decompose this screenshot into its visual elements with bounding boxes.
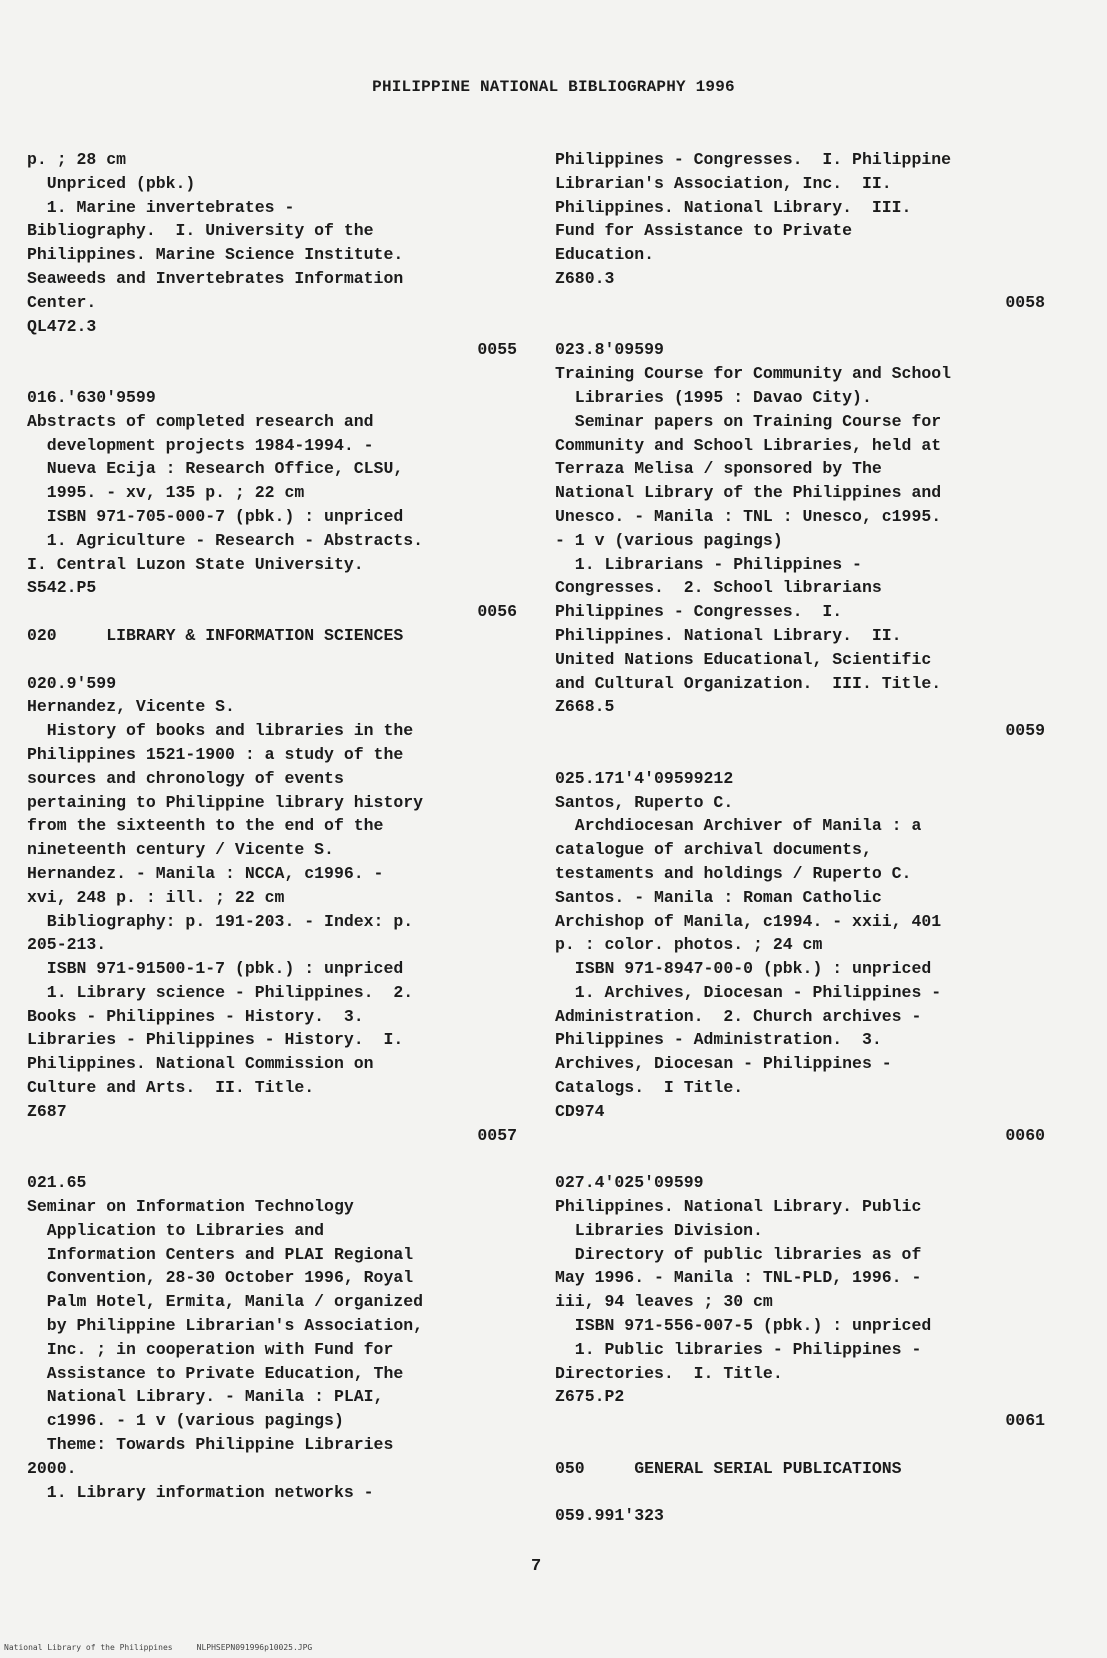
entry-line: Culture and Arts. II. Title. bbox=[27, 1078, 315, 1098]
entry-line: Philippines. National Commission on bbox=[27, 1054, 374, 1074]
entry-line: 1. Agriculture - Research - Abstracts. bbox=[27, 530, 424, 550]
entry-line: Archdiocesan Archiver of Manila : a bbox=[555, 816, 922, 836]
entry-line: by Philippine Librarian's Association, bbox=[27, 1316, 424, 1336]
entry-line: Administration. 2. Church archives - bbox=[555, 1006, 922, 1026]
entry-line: Application to Libraries and bbox=[27, 1220, 325, 1240]
entry-line: ISBN 971-556-007-5 (pbk.) : unpriced bbox=[555, 1316, 932, 1336]
entry-number: 0061 bbox=[1005, 1411, 1045, 1431]
entry-line: ISBN 971-91500-1-7 (pbk.) : unpriced bbox=[27, 959, 404, 979]
entry-line: Philippines - Congresses. I. bbox=[555, 602, 843, 622]
entry-line: Directory of public libraries as of bbox=[555, 1244, 922, 1264]
entry-line: Libraries Division. bbox=[555, 1220, 763, 1240]
entry-line: Libraries - Philippines - History. I. bbox=[27, 1030, 404, 1050]
entry-line: xvi, 248 p. : ill. ; 22 cm bbox=[27, 887, 285, 907]
entry-line: Books - Philippines - History. 3. bbox=[27, 1006, 364, 1026]
entry-line: and Cultural Organization. III. Title. bbox=[555, 673, 942, 693]
entry-line: Fund for Assistance to Private bbox=[555, 221, 853, 241]
entry-line: Librarian's Association, Inc. II. bbox=[555, 173, 892, 193]
entry-line: 1. Library science - Philippines. 2. bbox=[27, 982, 414, 1002]
entry-line: Z687 bbox=[27, 1101, 67, 1121]
entry-line: Training Course for Community and School bbox=[555, 364, 952, 384]
entry-line: CD974 bbox=[555, 1101, 605, 1121]
entry-line: Inc. ; in cooperation with Fund for bbox=[27, 1339, 394, 1359]
entry-line: 1. Public libraries - Philippines - bbox=[555, 1339, 922, 1359]
entry-line: p. ; 28 cm bbox=[27, 150, 127, 169]
entry-line: 1. Library information networks - bbox=[27, 1482, 374, 1502]
entry-line: Z668.5 bbox=[555, 697, 615, 717]
entry-line: 2000. bbox=[27, 1458, 77, 1478]
entry-line: Congresses. 2. School librarians bbox=[555, 578, 882, 598]
entry-line: Palm Hotel, Ermita, Manila / organized bbox=[27, 1292, 424, 1312]
entry-line: 1. Marine invertebrates - bbox=[27, 197, 295, 217]
entry-line: 027.4'025'09599 bbox=[555, 1173, 704, 1193]
entry-line bbox=[555, 743, 1045, 767]
entry-line: Hernandez. - Manila : NCCA, c1996. - bbox=[27, 863, 384, 883]
entry-line: 1. Archives, Diocesan - Philippines - bbox=[555, 982, 942, 1002]
entry-line: catalogue of archival documents, bbox=[555, 840, 872, 860]
entry-line: iii, 94 leaves ; 30 cm bbox=[555, 1292, 773, 1312]
entry-line: Bibliography. I. University of the bbox=[27, 221, 374, 241]
entry-line: 020.9'599 bbox=[27, 673, 117, 693]
entry-line: p. : color. photos. ; 24 cm bbox=[555, 935, 823, 955]
entry-line: 025.171'4'09599212 bbox=[555, 768, 734, 788]
entry-line: c1996. - 1 v (various pagings) bbox=[27, 1411, 344, 1431]
entry-number: 0059 bbox=[1005, 721, 1045, 741]
entry-line: Philippines. National Library. Public bbox=[555, 1197, 922, 1217]
entry-line bbox=[555, 1433, 1045, 1457]
entry-line: Convention, 28-30 October 1996, Royal bbox=[27, 1268, 414, 1288]
entry-line bbox=[555, 315, 1045, 339]
entry-number: 0057 bbox=[477, 1125, 517, 1145]
entry-line: 020 LIBRARY & INFORMATION SCIENCES bbox=[27, 625, 404, 645]
entry-line bbox=[27, 1147, 517, 1171]
page-number: 7 bbox=[531, 1557, 542, 1576]
entry-line: Seminar on Information Technology bbox=[27, 1197, 354, 1217]
entry-line: Bibliography: p. 191-203. - Index: p. bbox=[27, 911, 414, 931]
entry-line: Directories. I. Title. bbox=[555, 1363, 783, 1383]
entry-line: - 1 v (various pagings) bbox=[555, 530, 783, 550]
entry-line: Center. bbox=[27, 292, 97, 312]
entry-line bbox=[27, 362, 517, 386]
entry-line: Philippines. National Library. III. bbox=[555, 197, 912, 217]
entry-line: ISBN 971-705-000-7 (pbk.) : unpriced bbox=[27, 506, 404, 526]
entry-line: History of books and libraries in the bbox=[27, 721, 414, 741]
entry-line: National Library of the Philippines and bbox=[555, 483, 942, 503]
entry-number: 0055 bbox=[477, 340, 517, 360]
entry-line: ISBN 971-8947-00-0 (pbk.) : unpriced bbox=[555, 959, 932, 979]
entry-line: Terraza Melisa / sponsored by The bbox=[555, 459, 882, 479]
entry-line: 059.991'323 bbox=[555, 1506, 664, 1526]
entry-line: Philippines. Marine Science Institute. bbox=[27, 245, 404, 265]
entry-line: Archives, Diocesan - Philippines - bbox=[555, 1054, 892, 1074]
entry-line: Z680.3 bbox=[555, 268, 615, 288]
entry-line: Catalogs. I Title. bbox=[555, 1078, 744, 1098]
entry-number: 0058 bbox=[1005, 292, 1045, 312]
entry-line bbox=[27, 648, 517, 672]
entry-line: Information Centers and PLAI Regional bbox=[27, 1244, 414, 1264]
entry-line: 021.65 bbox=[27, 1173, 87, 1193]
entry-line: Education. bbox=[555, 245, 655, 265]
entry-line: Philippines 1521-1900 : a study of the bbox=[27, 744, 404, 764]
entry-line: Philippines - Congresses. I. Philippine bbox=[555, 150, 952, 169]
entry-number: 0056 bbox=[477, 602, 517, 622]
entry-line: S542.P5 bbox=[27, 578, 97, 598]
entry-line: pertaining to Philippine library history bbox=[27, 792, 424, 812]
entry-line: nineteenth century / Vicente S. bbox=[27, 840, 334, 860]
entry-line: National Library. - Manila : PLAI, bbox=[27, 1387, 384, 1407]
entry-line: 1. Librarians - Philippines - bbox=[555, 554, 862, 574]
right-column bbox=[555, 148, 1045, 1528]
entry-line: Seminar papers on Training Course for bbox=[555, 411, 942, 431]
entry-line: Archishop of Manila, c1994. - xxii, 401 bbox=[555, 911, 942, 931]
entry-line: I. Central Luzon State University. bbox=[27, 554, 364, 574]
entry-line: Hernandez, Vicente S. bbox=[27, 697, 235, 717]
entry-line: 205-213. bbox=[27, 935, 107, 955]
page-title: PHILIPPINE NATIONAL BIBLIOGRAPHY 1996 bbox=[372, 78, 735, 96]
entry-line: Abstracts of completed research and bbox=[27, 411, 374, 431]
entry-line bbox=[555, 1147, 1045, 1171]
entry-line bbox=[555, 1481, 1045, 1505]
entry-line: 023.8'09599 bbox=[555, 340, 664, 360]
entry-line: Unpriced (pbk.) bbox=[27, 173, 196, 193]
entry-line: Philippines. National Library. II. bbox=[555, 625, 902, 645]
entry-line: QL472.3 bbox=[27, 316, 97, 336]
entry-line: Community and School Libraries, held at bbox=[555, 435, 942, 455]
entry-line: 050 GENERAL SERIAL PUBLICATIONS bbox=[555, 1458, 902, 1478]
entry-line: Assistance to Private Education, The bbox=[27, 1363, 404, 1383]
entry-line: 016.'630'9599 bbox=[27, 387, 156, 407]
entry-line: testaments and holdings / Ruperto C. bbox=[555, 863, 912, 883]
entry-line: sources and chronology of events bbox=[27, 768, 344, 788]
entry-line: Nueva Ecija : Research Office, CLSU, bbox=[27, 459, 404, 479]
entry-line: 1995. - xv, 135 p. ; 22 cm bbox=[27, 483, 305, 503]
entry-line: United Nations Educational, Scientific bbox=[555, 649, 932, 669]
entry-line: Philippines - Administration. 3. bbox=[555, 1030, 882, 1050]
entry-line: Theme: Towards Philippine Libraries bbox=[27, 1435, 394, 1455]
entry-line: from the sixteenth to the end of the bbox=[27, 816, 384, 836]
entry-line: development projects 1984-1994. - bbox=[27, 435, 374, 455]
left-column bbox=[27, 148, 517, 1504]
entry-line: Unesco. - Manila : TNL : Unesco, c1995. bbox=[555, 506, 942, 526]
entry-line: May 1996. - Manila : TNL-PLD, 1996. - bbox=[555, 1268, 922, 1288]
entry-line: Seaweeds and Invertebrates Information bbox=[27, 268, 404, 288]
scan-footer: National Library of the Philippines NLPHSEPN091996p10025.JPG bbox=[4, 1643, 313, 1652]
entry-line: Z675.P2 bbox=[555, 1387, 625, 1407]
entry-line: Santos. - Manila : Roman Catholic bbox=[555, 887, 882, 907]
entry-line: Santos, Ruperto C. bbox=[555, 792, 734, 812]
entry-line: Libraries (1995 : Davao City). bbox=[555, 387, 872, 407]
entry-number: 0060 bbox=[1005, 1125, 1045, 1145]
